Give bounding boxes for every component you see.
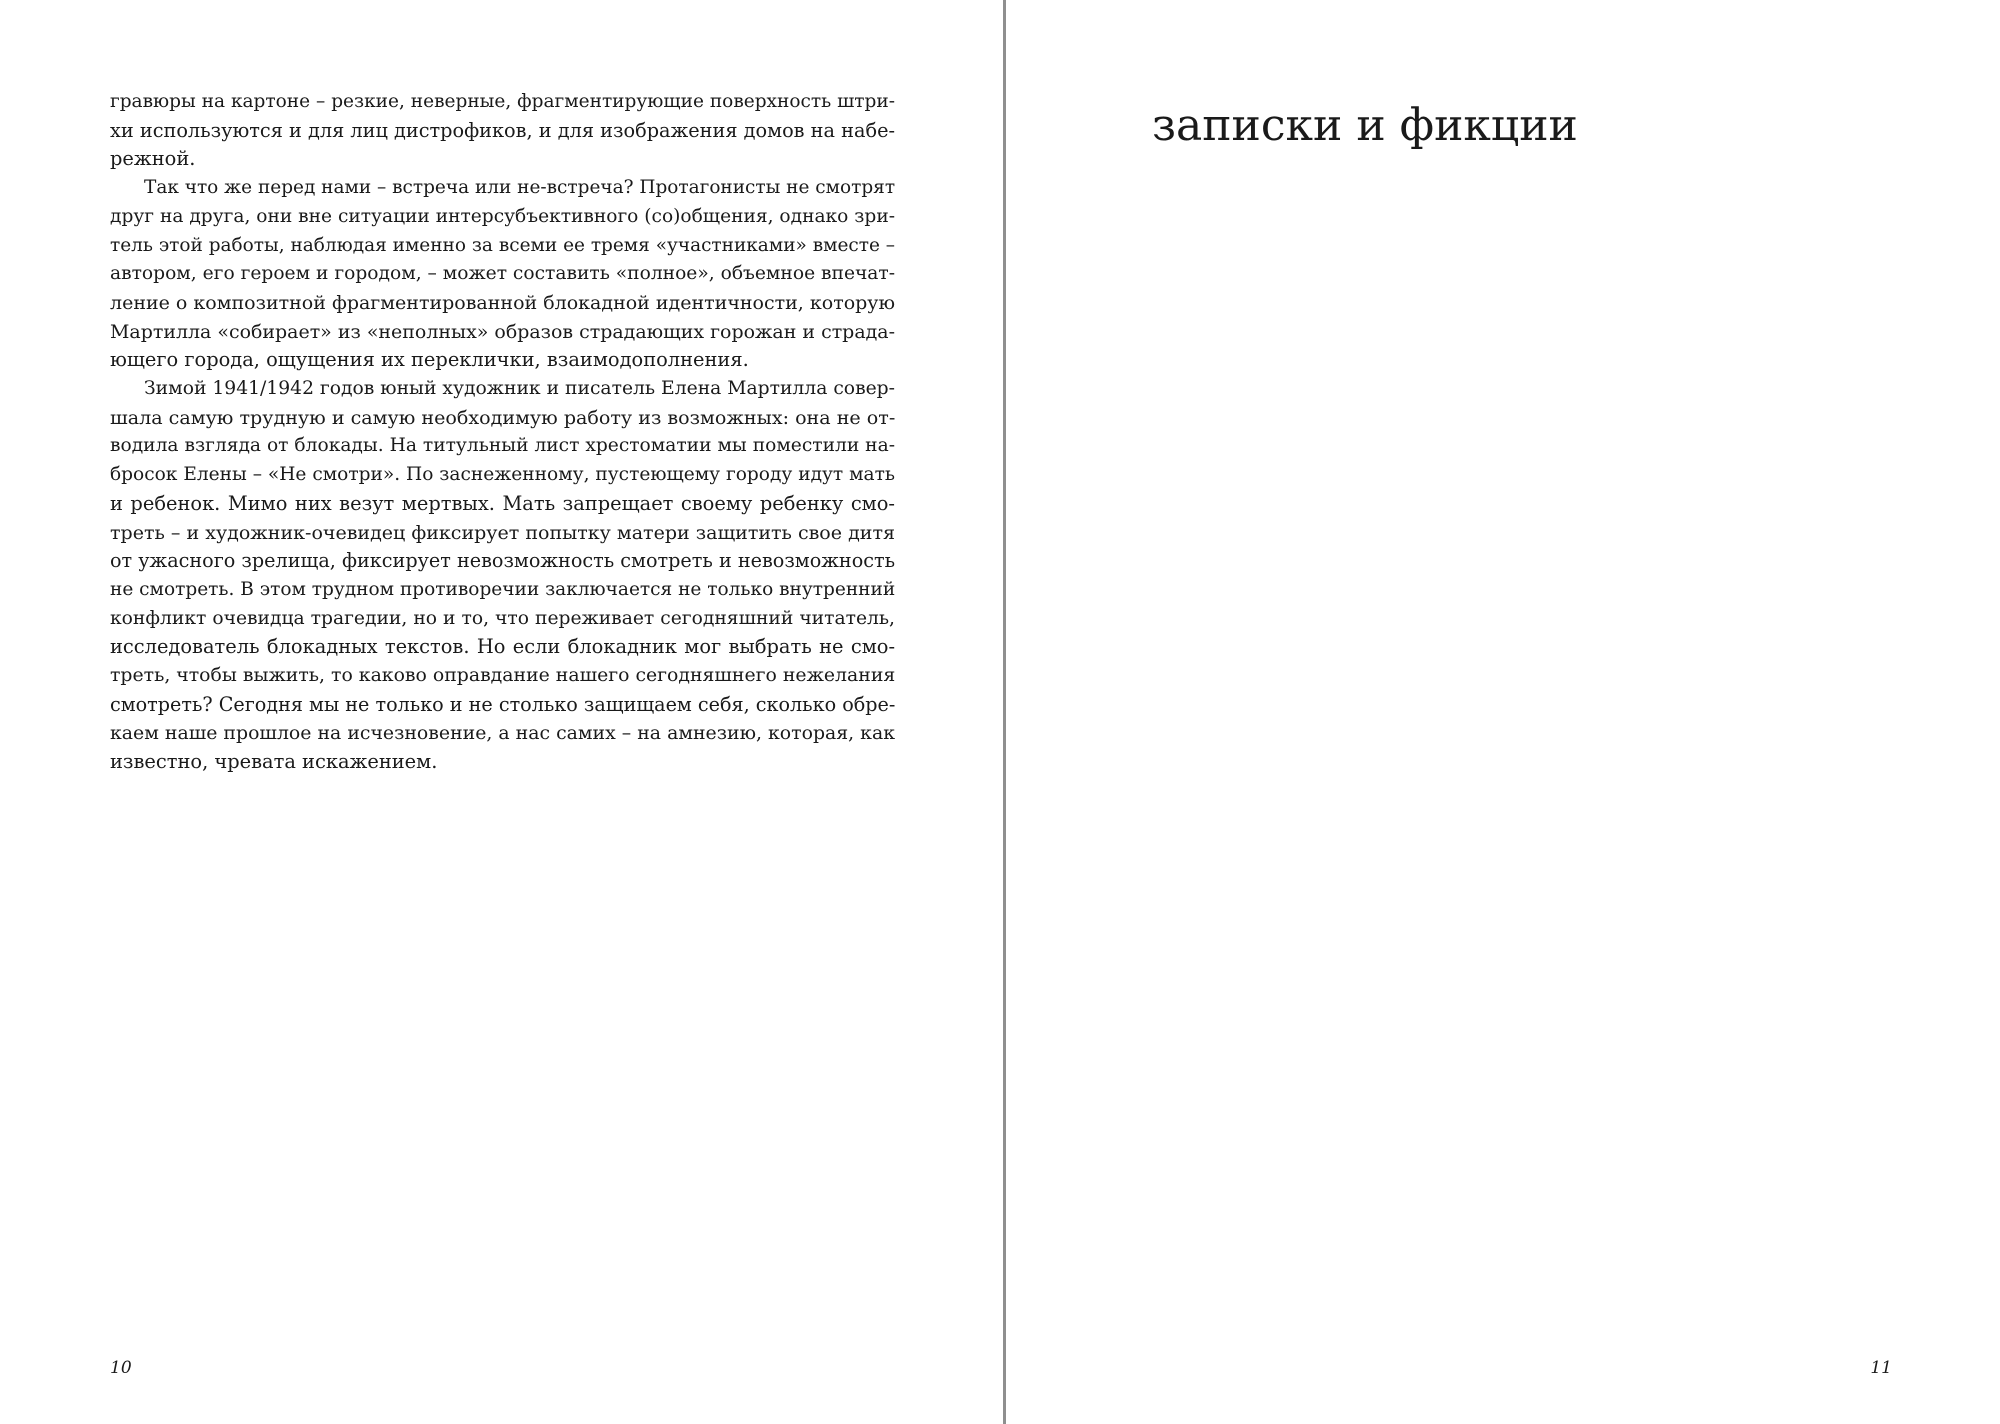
section-title: записки и фикции	[1152, 100, 1578, 151]
page-number-left: 10	[110, 1358, 132, 1378]
text-line: водила взгляда от блокады. На титульный лист хрестоматии мы поместили на-	[110, 435, 895, 457]
text-line: режной.	[110, 147, 196, 171]
text-line: треть – и художник-очевидец фиксирует попытку матери защитить свое дитя	[110, 521, 895, 544]
paragraph-3	[110, 375, 895, 777]
page-number-right: 11	[1870, 1358, 1892, 1378]
text-line: треть, чтобы выжить, то каково оправдание нашего сегодняшнего нежелания	[110, 665, 896, 687]
text-line: автором, его героем и городом, – может составить «полное», объемное впечат-	[110, 263, 896, 285]
text-line: смотреть? Сегодня мы не только и не столько защищаем себя, сколько обре-	[110, 692, 896, 716]
text-line: не смотреть. В этом трудном противоречии заключается не только внутренний	[110, 578, 896, 600]
text-line: Мартилла «собирает» из «неполных» образов страдающих горожан и страда-	[110, 320, 895, 343]
text-line: гравюры на картоне – резкие, неверные, фрагментирующие поверхность штри-	[110, 91, 895, 112]
right-page	[1007, 0, 2000, 1424]
text-line: хи используются и для лиц дистрофиков, и для изображения домов на набе-	[110, 118, 895, 142]
text-line: бросок Елены – «Не смотри». По заснеженному, пустеющему городу идут мать	[110, 464, 895, 486]
text-line: Так что же перед нами – встреча или не-встреча? Протагонисты не смотрят	[144, 177, 896, 199]
text-line: друг на друга, они вне ситуации интерсубъективного (со)общения, однако зри-	[110, 205, 895, 227]
paragraph-1	[110, 88, 895, 174]
text-line: Зимой 1941/1942 годов юный художник и писатель Елена Мартилла совер-	[144, 378, 895, 400]
paragraph-2	[110, 174, 895, 375]
text-line: тель этой работы, наблюдая именно за всеми ее тремя «участниками» вместе –	[110, 234, 895, 256]
text-line: шала самую трудную и самую необходимую работу из возможных: она не от-	[110, 406, 896, 429]
body-text	[110, 88, 895, 777]
text-line: исследователь блокадных текстов. Но если блокадник мог выбрать не смо-	[110, 635, 895, 659]
text-line: и ребенок. Мимо них везут мертвых. Мать запрещает своему ребенку смо-	[110, 491, 895, 515]
text-line: известно, чревата искажением.	[110, 750, 438, 774]
text-line: каем наше прошлое на исчезновение, а нас самих – на амнезию, которая, как	[110, 722, 895, 745]
page-gutter-divider	[1003, 0, 1006, 1424]
text-line: ющего города, ощущения их переклички, взаимодополнения.	[110, 348, 749, 372]
text-line: от ужасного зрелища, фиксирует невозможность смотреть и невозможность	[110, 549, 896, 573]
text-line: ление о композитной фрагментированной блокадной идентичности, которую	[110, 291, 896, 314]
text-line: конфликт очевидца трагедии, но и то, что переживает сегодняшний читатель,	[110, 607, 895, 629]
